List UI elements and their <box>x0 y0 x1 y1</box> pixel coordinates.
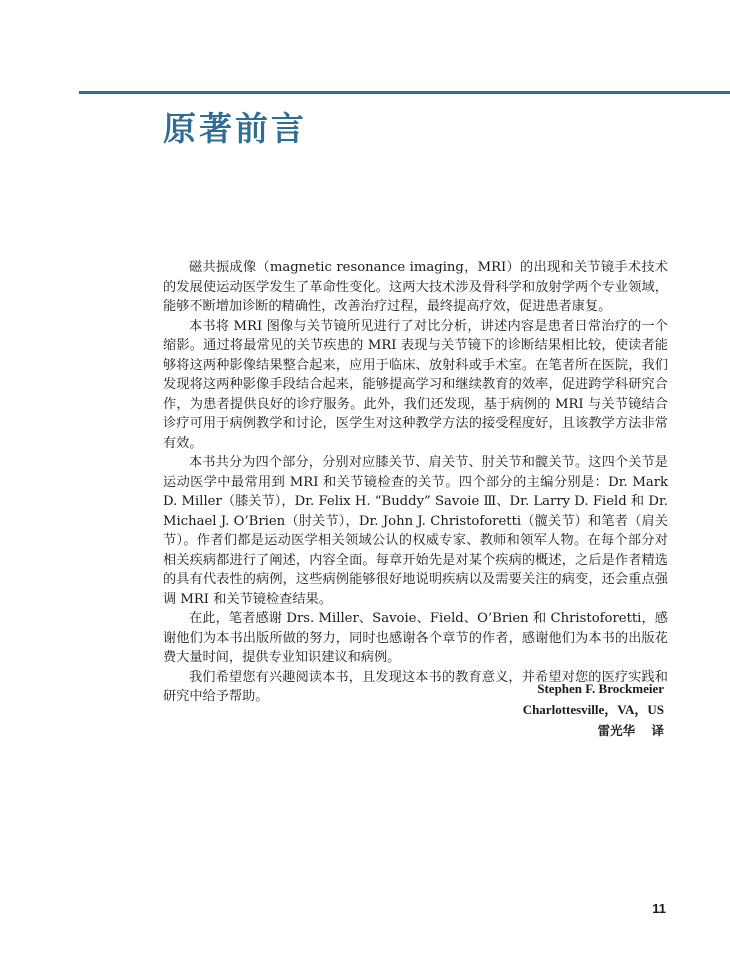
preface-body <box>163 258 668 707</box>
paragraph-4: 在此，笔者感谢 Drs. Miller、Savoie、Field、O’Brien 和 Christoforetti，感谢他们为本书出版所做的努力，同时也感谢各个章节的作者，感谢他们为本书的出版花费大量时间，提供专业知识建议和病例。 <box>163 611 668 665</box>
translator-credit: 雷光华 译 <box>597 723 664 738</box>
author-name: Stephen F. Brockmeier <box>537 681 664 696</box>
page-title: 原著前言 <box>163 109 307 148</box>
paragraph-3: 本书共分为四个部分，分别对应膝关节、肩关节、肘关节和髋关节。这四个关节是运动医学中最常用到 MRI 和关节镜检查的关节。四个部分的主编分别是：Dr. Mark D. Miller（膝关节），Dr. Felix H. “Buddy” Savoie Ⅲ、Dr. Larry D. Field 和 Dr. Michael J. O’Brien（肘关节），Dr. John J. Christoforetti（髋关节）和笔者（肩关节）。作者们都是运动医学相关领域公认的权威专家、教师和领军人物。在每个部分对相关疾病都进行了阐述，内容全面。每章开始先是对某个疾病的概述，之后是作者精选的具有代表性的病例，这些病例能够很好地说明疾病以及需要关注的病变，还会重点强调 MRI 和关节镜检查结果。 <box>163 455 668 607</box>
paragraph-2: 本书将 MRI 图像与关节镜所见进行了对比分析，讲述内容是患者日常治疗的一个缩影。通过将最常见的关节疾患的 MRI 表现与关节镜下的诊断结果相比较，使读者能够将这两种影像结果整合起来，应用于临床、放射科或手术室。在笔者所在医院，我们发现将这两种影像手段结合起来，能够提高学习和继续教育的效率，促进跨学科研究合作，为患者提供良好的诊疗服务。此外，我们还发现，基于病例的 MRI 与关节镜结合诊疗可用于病例教学和讨论，医学生对这种教学方法的接受程度好，且该教学方法非常有效。 <box>163 318 668 451</box>
signature-block <box>523 678 664 741</box>
paragraph-1: 磁共振成像（magnetic resonance imaging，MRI）的出现和关节镜手术技术的发展使运动医学发生了革命性变化。这两大技术涉及骨科学和放射学两个专业领域，能够不断增加诊断的精确性，改善治疗过程，最终提高疗效，促进患者康复。 <box>163 260 668 314</box>
header-rule <box>79 91 730 94</box>
page-number: 11 <box>652 901 666 916</box>
paragraph-5: 我们希望您有兴趣阅读本书，且发现这本书的教育意义，并希望对您的医疗实践和研究中给予帮助。 <box>163 669 668 704</box>
author-location: Charlottesville，VA，US <box>522 702 664 717</box>
